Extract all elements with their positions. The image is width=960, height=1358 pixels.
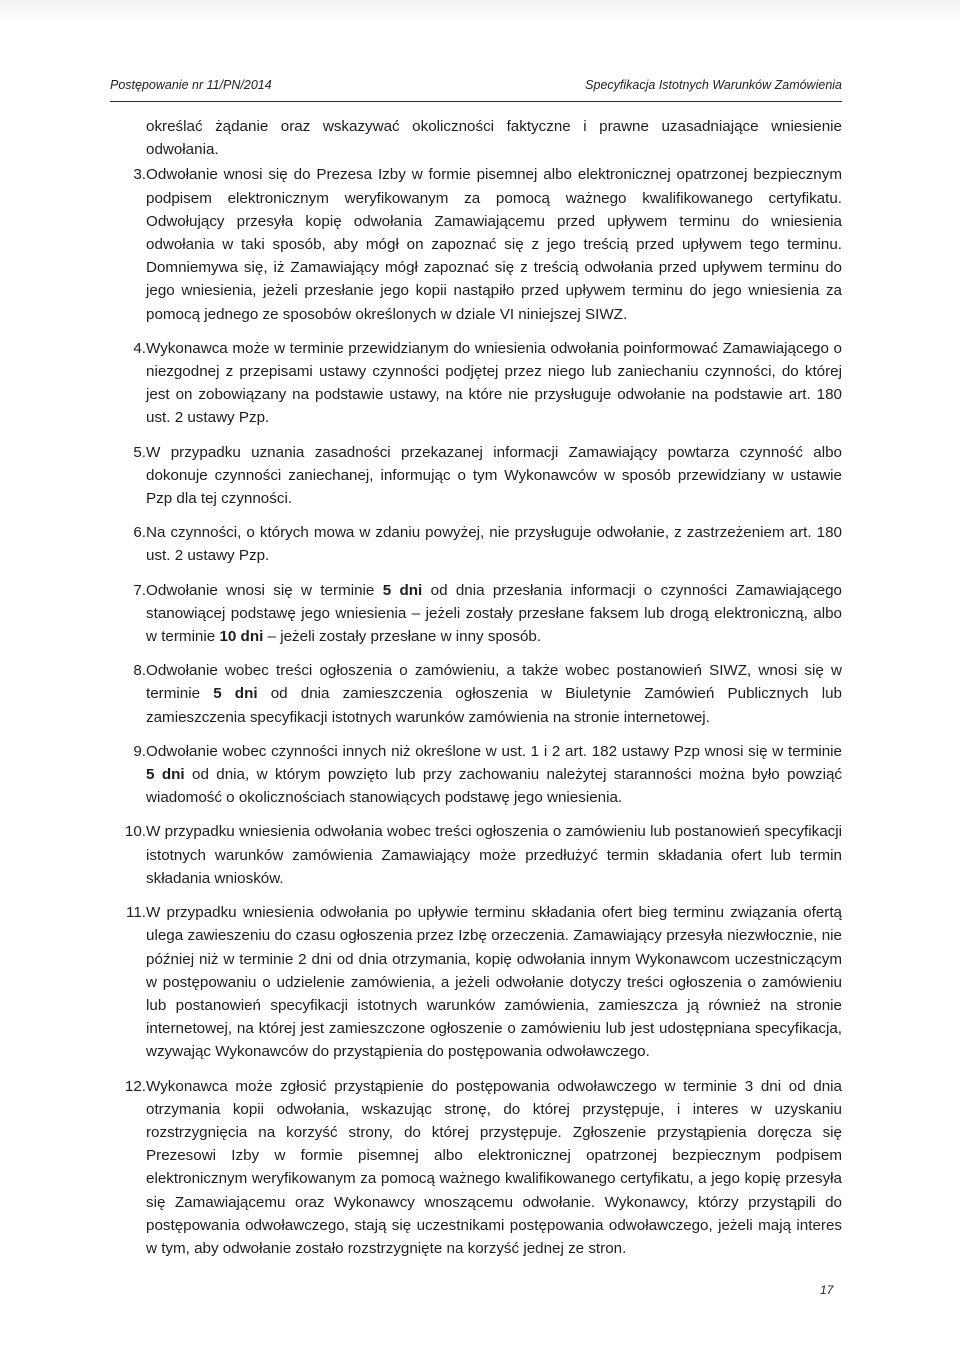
item-number: 4. — [133, 339, 146, 357]
text-run: – jeżeli zostały przesłane w inny sposób. — [263, 628, 542, 646]
item-text — [146, 579, 842, 649]
text-run: od dnia, w którym powzięto lub przy zachowaniu należytej staranności można było powziąć wiadomość o okolicznościach stanowiących podstawę jego wniesienia. — [146, 766, 842, 807]
item-text — [146, 659, 842, 729]
item-number: 3. — [133, 166, 146, 184]
item-text — [146, 740, 842, 810]
item-number: 5. — [133, 443, 146, 461]
page-header — [110, 78, 842, 98]
list-item-11 — [110, 901, 842, 1063]
item-number: 11. — [126, 904, 146, 922]
text-run: Odwołanie wobec treści ogłoszenia o zamówieniu, a także wobec postanowień SIWZ, wnosi się w terminie — [146, 662, 842, 703]
item-number: 10. — [124, 823, 146, 841]
list-item-7 — [110, 579, 842, 649]
item-number: 6. — [133, 524, 146, 542]
text-run: od dnia zamieszczenia ogłoszenia w Biuletynie Zamówień Publicznych lub zamieszczenia specyfikacji istotnych warunków zamówienia na stronie internetowej. — [146, 685, 842, 726]
text-run: od dnia przesłania informacji o czynności Zamawiającego stanowiącej podstawę jego wniesienia – jeżeli zostały przesłane faksem lub drogą elektroniczną, albo w terminie — [146, 581, 842, 646]
bold-deadline: 10 dni — [219, 628, 264, 646]
list-item-3 — [110, 163, 842, 325]
list-item-12 — [110, 1075, 842, 1261]
scan-edge — [0, 0, 960, 22]
item-text: Wykonawca może zgłosić przystąpienie do postępowania odwoławczego w terminie 3 dni od dnia otrzymania kopii odwołania, wskazując stronę, do której przystępuje, i interes w uzyskaniu rozstrzygnięcia na korzyść strony, do której przystępuje. Zgłoszenie przystąpienia doręcza się Prezesowi Izby w formie pisemnej albo elektronicznej opatrzonej bezpiecznym podpisem elektronicznym weryfikowanym za pomocą ważnego kwalifikowanego certyfikatu, a jego kopię przesyła się Zamawiającemu oraz Wykonawcy wnoszącemu odwołanie. Wykonawcy, którzy przystąpili do postępowania odwoławczego, stają się uczestnikami postępowania odwoławczego, jeżeli mają interes w tym, aby odwołanie zostało rozstrzygnięte na korzyść jednej ze stron. — [146, 1077, 842, 1257]
item-text: Na czynności, o których mowa w zdaniu powyżej, nie przysługuje odwołanie, z zastrzeżeniem art. 180 ust. 2 ustawy Pzp. — [146, 524, 842, 565]
item-number: 12. — [124, 1077, 146, 1095]
list-item-4 — [110, 337, 842, 430]
item-number: 8. — [133, 662, 146, 680]
header-proceeding-number: Postępowanie nr 11/PN/2014 — [110, 78, 272, 92]
list-item-5 — [110, 441, 842, 511]
text-run: Odwołanie wobec czynności innych niż określone w ust. 1 i 2 art. 182 ustawy Pzp wnosi się w terminie — [146, 742, 842, 760]
bold-deadline: 5 dni — [213, 685, 258, 703]
list-item-6 — [110, 521, 842, 567]
bold-deadline: 5 dni — [146, 766, 185, 784]
list-item-10 — [110, 820, 842, 890]
list-item-9 — [110, 740, 842, 810]
header-document-title: Specyfikacja Istotnych Warunków Zamówienia — [585, 78, 842, 92]
page-number: 17 — [820, 1283, 834, 1297]
item-number: 7. — [133, 581, 146, 599]
list-item-8 — [110, 659, 842, 729]
bold-deadline: 5 dni — [382, 581, 423, 599]
header-divider — [110, 101, 842, 102]
item-text: Wykonawca może w terminie przewidzianym do wniesienia odwołania poinformować Zamawiającego o niezgodnej z przepisami ustawy czynności podjętej przez niego lub zaniechaniu czynności, do której jest on zobowiązany na podstawie ustawy, na które nie przysługuje odwołanie na podstawie art. 180 ust. 2 ustawy Pzp. — [146, 339, 842, 427]
intro-paragraph: określać żądanie oraz wskazywać okoliczności faktyczne i prawne uzasadniające wniesienie odwołania. — [146, 118, 842, 159]
text-run: Odwołanie wnosi się w terminie — [146, 581, 383, 599]
item-text: Odwołanie wnosi się do Prezesa Izby w formie pisemnej albo elektronicznej opatrzonej bezpiecznym podpisem elektronicznym weryfikowanym za pomocą ważnego kwalifikowanego certyfikatu. Odwołujący przesyła kopię odwołania Zamawiającemu przed upływem terminu do wniesienia odwołania w taki sposób, aby mógł on zapoznać się z jego treścią przed upływem tego terminu. Domniemywa się, iż Zamawiający mógł zapoznać się z treścią odwołania przed upływem terminu do jego wniesienia, jeżeli przesłanie jego kopii nastąpiło przed upływem terminu do jego wniesienia za pomocą jednego ze sposobów określonych w dziale VI niniejszej SIWZ. — [146, 166, 842, 323]
document-body — [110, 115, 842, 1271]
item-text: W przypadku uznania zasadności przekazanej informacji Zamawiający powtarza czynność albo dokonuje czynności zaniechanej, informując o tym Wykonawców w sposób przewidziany w ustawie Pzp dla tej czynności. — [146, 443, 842, 508]
item-text: W przypadku wniesienia odwołania po upływie terminu składania ofert bieg terminu związania ofertą ulega zawieszeniu do czasu ogłoszenia przez Izbę orzeczenia. Zamawiający przesyła niezwłocznie, nie później niż w terminie 2 dni od dnia otrzymania, kopię odwołania innym Wykonawcom uczestniczącym w postępowaniu o udzielenie zamówienia, a jeżeli odwołanie dotyczy treści ogłoszenia o zamówieniu lub postanowień specyfikacji istotnych warunków zamówienia, zamieszcza ją również na stronie internetowej, na której jest zamieszczone ogłoszenie o zamówieniu lub jest udostępniana specyfikacja, wzywając Wykonawców do przystąpienia do postępowania odwoławczego. — [146, 904, 842, 1061]
item-text: W przypadku wniesienia odwołania wobec treści ogłoszenia o zamówieniu lub postanowień specyfikacji istotnych warunków zamówienia Zamawiający może przedłużyć termin składania ofert lub termin składania wniosków. — [146, 823, 842, 887]
item-number: 9. — [133, 742, 146, 760]
